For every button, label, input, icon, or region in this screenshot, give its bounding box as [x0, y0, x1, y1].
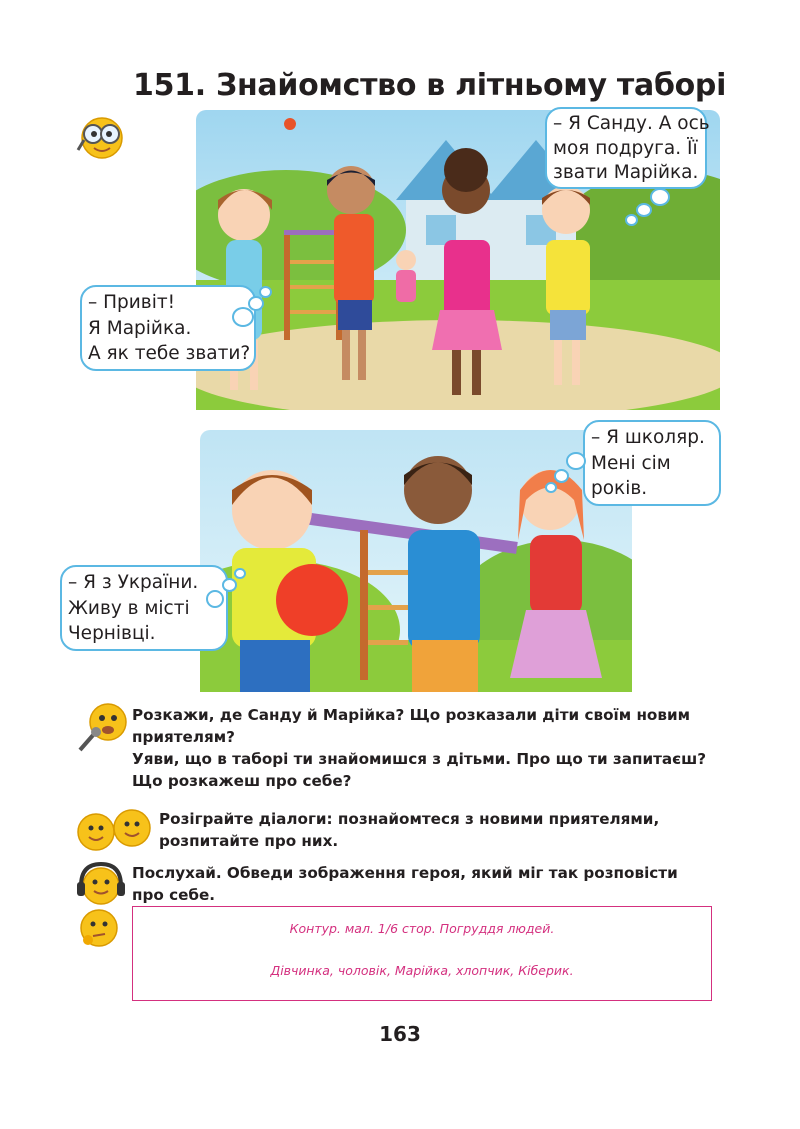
task-line: розпитайте про них. — [159, 832, 339, 850]
image-placeholder-box — [132, 906, 712, 1001]
bubble-line: А як тебе звати? — [88, 343, 251, 364]
placeholder-line: Контур. мал. 1/6 стор. Погруддя людей. — [289, 921, 555, 936]
headphones-smiley-icon — [74, 860, 128, 908]
bubble-line: моя подруга. Її — [553, 137, 698, 159]
bubble-line: Чернівці. — [68, 623, 156, 644]
page-title: 151. Знайомство в літньому таборі — [133, 68, 727, 103]
page-number: 163 — [379, 1022, 421, 1046]
speech-bubble-girl — [583, 420, 721, 506]
task-pairs — [159, 808, 712, 852]
bubble-line: – Я школяр. — [591, 427, 705, 448]
magnifier-smiley-icon — [74, 110, 130, 162]
task-line: Уяви, що в таборі ти знайомишся з дітьми. Про що ти запитаєш? — [132, 750, 707, 768]
speech-bubble-boy — [60, 565, 228, 651]
bubble-line: років. — [591, 478, 648, 499]
bubble-line: – Я Санду. А ось — [553, 113, 710, 134]
task-line: Послухай. Обведи зображення героя, який міг так розповісти — [132, 864, 678, 882]
task-line: приятелям? — [132, 728, 235, 746]
task-line: Розкажи, де Санду й Марійка? Що розказали діти своїм новим — [132, 706, 691, 724]
bubble-line: звати Марійка. — [553, 162, 699, 183]
thinking-smiley-icon — [74, 906, 124, 950]
two-smileys-icon — [74, 806, 156, 852]
task-listen — [132, 862, 712, 906]
bubble-line: – Я з України. — [68, 572, 199, 593]
bubble-line: Живу в місті — [68, 597, 190, 619]
task-line: Розіграйте діалоги: познайомтеся з новими приятелями, — [159, 810, 660, 828]
task-line: Що розкажеш про себе? — [132, 772, 352, 790]
task-line: про себе. — [132, 886, 216, 904]
speech-bubble-sandu — [545, 107, 710, 189]
bubble-line: Я Марійка. — [88, 317, 192, 339]
task-speak — [132, 704, 712, 792]
speech-bubble-mariyka — [80, 285, 256, 371]
summer-camp-illustration-2 — [200, 430, 632, 692]
bubble-line: – Привіт! — [88, 292, 176, 313]
microphone-smiley-icon — [74, 700, 132, 754]
bubble-line: Мені сім — [591, 452, 671, 474]
placeholder-line: Дівчинка, чоловік, Марійка, хлопчик, Кіберик. — [270, 963, 574, 978]
